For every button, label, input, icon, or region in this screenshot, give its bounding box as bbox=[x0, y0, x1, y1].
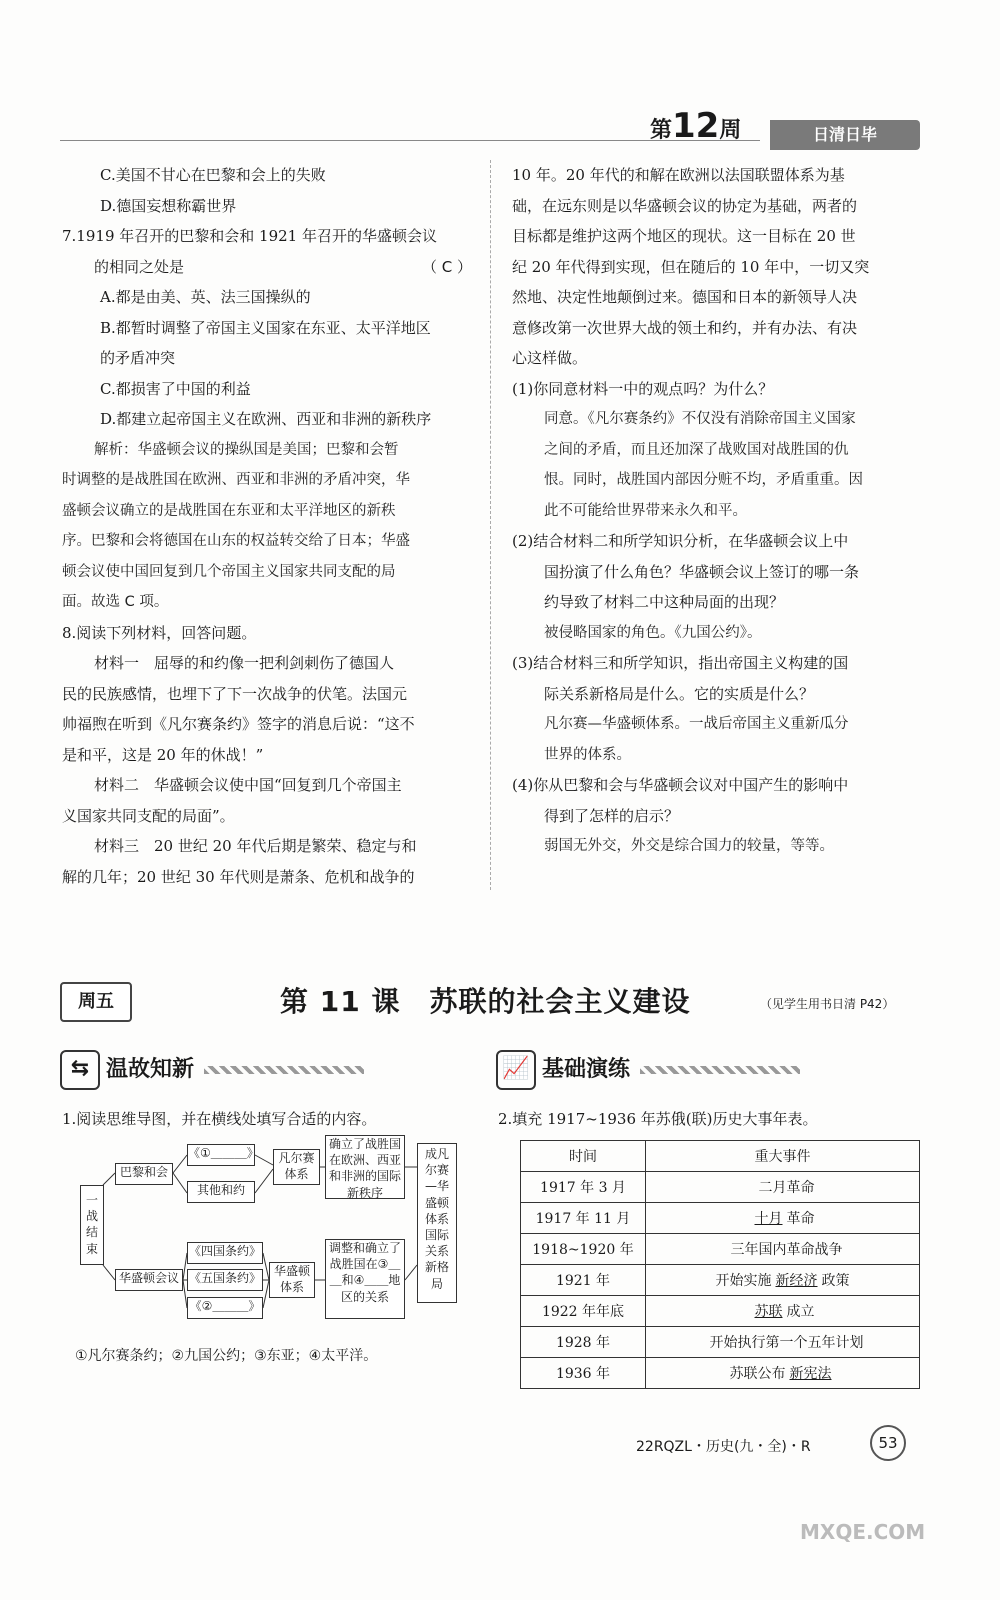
right-column bbox=[512, 160, 912, 862]
node-washington: 华盛顿会议 bbox=[115, 1269, 183, 1291]
left-text-line bbox=[62, 282, 472, 313]
cell-event bbox=[646, 1172, 920, 1203]
left-text-line bbox=[62, 435, 472, 466]
right-text-line: 础，在远东则是以华盛顿会议的协定为基础，两者的 bbox=[512, 196, 858, 215]
right-text-line: 10 年。20 年代的和解在欧洲以法国联盟体系为基 bbox=[512, 166, 845, 184]
line-text: 顿会议使中国回复到几个帝国主义国家共同支配的局 bbox=[62, 563, 396, 580]
daily-badge: 日清日毕 bbox=[770, 120, 920, 150]
line-text: D.都建立起帝国主义在欧洲、西亚和非洲的新秩序 bbox=[100, 410, 432, 428]
left-text-line bbox=[62, 648, 472, 679]
column-divider bbox=[490, 160, 491, 890]
week-prefix: 第 bbox=[650, 118, 673, 143]
practice-question: 2.填充 1917~1936 年苏俄(联)历史大事年表。 bbox=[498, 1110, 818, 1128]
review-heading bbox=[60, 1050, 364, 1090]
cell-time: 1922 年年底 bbox=[521, 1296, 646, 1327]
right-text-line: (2)结合材料二和所学知识分析，在华盛顿会议上中 bbox=[512, 532, 849, 550]
filled-answer: 新宪法 bbox=[789, 1366, 832, 1382]
heading-stripe bbox=[640, 1066, 800, 1074]
event-text: 成立 bbox=[786, 1304, 815, 1320]
cell-event bbox=[646, 1358, 920, 1389]
lesson-reference: （见学生用书日清 P42） bbox=[760, 997, 895, 1011]
right-text-line: 然地、决定性地颠倒过来。德国和日本的新领导人决 bbox=[512, 288, 858, 306]
line-text: 盛顿会议确立的是战胜国在东亚和太平洋地区的新秩 bbox=[62, 502, 396, 519]
right-text-line: 被侵略国家的角色。《九国公约》。 bbox=[544, 624, 762, 641]
week-number: 12 bbox=[672, 106, 720, 146]
line-text: B.都暂时调整了帝国主义国家在东亚、太平洋地区 bbox=[100, 318, 431, 337]
table-row bbox=[521, 1327, 920, 1358]
right-text-line: 纪 20 年代得到实现，但在随后的 10 年中，一切又突 bbox=[512, 257, 870, 276]
filled-answer bbox=[751, 1180, 759, 1196]
event-text: 开始执行第一个五年计划 bbox=[709, 1335, 864, 1351]
book-code: 22RQZL・历史(九・全)・R bbox=[636, 1439, 811, 1455]
left-text-line bbox=[62, 221, 472, 252]
cell-event bbox=[646, 1296, 920, 1327]
practice-heading-text: 基础演练 bbox=[542, 1057, 631, 1082]
cell-event bbox=[646, 1203, 920, 1234]
table-header-row bbox=[521, 1141, 920, 1172]
left-text-line bbox=[62, 801, 472, 832]
right-text-line: 国扮演了什么角色？华盛顿会议上签订的哪一条 bbox=[544, 562, 860, 581]
line-text: 帅福煦在听到《凡尔赛条约》签字的消息后说：“这不 bbox=[62, 715, 415, 733]
cell-event bbox=[646, 1234, 920, 1265]
right-text-line: 目标都是维护这两个地区的现状。这一目标在 20 世 bbox=[512, 227, 856, 245]
left-text-line bbox=[62, 740, 472, 771]
event-text: 三年国内革命战争 bbox=[730, 1242, 843, 1258]
right-text-line: 恨。同时，战胜国内部因分赃不均，矛盾重重。因 bbox=[544, 472, 863, 488]
line-text: C.都损害了中国的利益 bbox=[100, 379, 251, 398]
right-text-line: 凡尔赛—华盛顿体系。一战后帝国主义重新瓜分 bbox=[544, 716, 849, 732]
left-text-line bbox=[62, 587, 472, 618]
event-text: 开始实施 bbox=[715, 1273, 772, 1289]
practice-heading bbox=[496, 1050, 800, 1090]
cell-time: 1921 年 bbox=[521, 1265, 646, 1296]
mind-map-answer: ①凡尔赛条约；②九国公约；③东亚；④太平洋。 bbox=[75, 1348, 378, 1364]
week-suffix: 周 bbox=[719, 118, 742, 143]
cell-event bbox=[646, 1265, 920, 1296]
cell-time: 1917 年 11 月 bbox=[521, 1203, 646, 1234]
cell-time: 1936 年 bbox=[521, 1358, 646, 1389]
left-text-line bbox=[62, 374, 472, 405]
right-text-line: 此不可能给世界带来永久和平。 bbox=[544, 502, 747, 519]
line-text: 解析：华盛顿会议的操纵国是美国；巴黎和会暂 bbox=[94, 441, 399, 458]
line-text: 义国家共同支配的局面”。 bbox=[62, 806, 235, 825]
line-text: 材料二 华盛顿会议使中国“回复到几个帝国主 bbox=[94, 776, 402, 794]
line-text: 解的几年；20 世纪 30 年代则是萧条、危机和战争的 bbox=[62, 867, 415, 886]
col-header-time: 时间 bbox=[521, 1141, 646, 1172]
table-row bbox=[521, 1358, 920, 1389]
left-text-line bbox=[62, 618, 472, 649]
node-five-power: 《五国条约》 bbox=[187, 1269, 263, 1291]
cell-time: 1917 年 3 月 bbox=[521, 1172, 646, 1203]
right-text-line: (1)你同意材料一中的观点吗？为什么？ bbox=[512, 379, 774, 398]
left-text-line bbox=[62, 679, 472, 710]
left-text-line bbox=[62, 709, 472, 740]
mind-map bbox=[75, 1135, 465, 1335]
right-text-line: 之间的矛盾，而且还加深了战败国对战胜国的仇 bbox=[544, 441, 849, 458]
right-text-line: 心这样做。 bbox=[512, 349, 588, 367]
left-text-line bbox=[62, 404, 472, 435]
left-text-line bbox=[62, 252, 472, 283]
table-row bbox=[521, 1296, 920, 1327]
line-text: 民的民族感情，也埋下了下一次战争的伏笔。法国元 bbox=[62, 684, 408, 703]
line-text: 8.阅读下列材料，回答问题。 bbox=[62, 623, 257, 642]
line-text: 是和平，这是 20 年的休战！” bbox=[62, 745, 264, 764]
week-label bbox=[650, 106, 741, 146]
filled-answer bbox=[702, 1335, 710, 1351]
cell-event bbox=[646, 1327, 920, 1358]
arrows-icon: ⇆ bbox=[60, 1050, 100, 1090]
left-text-line bbox=[62, 160, 472, 191]
node-versailles-system: 凡尔赛体系 bbox=[273, 1149, 320, 1185]
left-text-line bbox=[62, 526, 472, 557]
review-heading-text: 温故知新 bbox=[106, 1057, 195, 1082]
node-washington-system: 华盛顿体系 bbox=[269, 1262, 315, 1298]
table-row bbox=[521, 1265, 920, 1296]
line-text: C.美国不甘心在巴黎和会上的失败 bbox=[100, 166, 326, 184]
right-text-line: 世界的体系。 bbox=[544, 746, 631, 763]
line-text: 材料一 屈辱的和约像一把利剑刺伤了德国人 bbox=[94, 654, 395, 672]
right-text-line: 弱国无外交，外交是综合国力的较量，等等。 bbox=[544, 838, 834, 854]
right-text-line: 际关系新格局是什么。它的实质是什么？ bbox=[544, 684, 815, 703]
line-text: 面。故选 C 项。 bbox=[62, 594, 169, 610]
left-text-line bbox=[62, 496, 472, 527]
lesson-title: 第 11 课 苏联的社会主义建设 bbox=[280, 985, 691, 1018]
node-versailles-desc: 确立了战胜国在欧洲、西亚和非洲的国际新秩序 bbox=[325, 1135, 405, 1199]
left-text-line bbox=[62, 770, 472, 801]
node-paris: 巴黎和会 bbox=[115, 1163, 173, 1185]
event-text: 政策 bbox=[821, 1273, 850, 1289]
right-text-line: 意修改第一次世界大战的领土和约，并有办法、有决 bbox=[512, 318, 858, 337]
answer-choice: （ C ） bbox=[421, 257, 472, 276]
day-tag: 周五 bbox=[60, 982, 132, 1022]
node-root: 一战结束 bbox=[80, 1185, 104, 1265]
line-text: 材料三 20 世纪 20 年代后期是繁荣、稳定与和 bbox=[94, 837, 417, 855]
right-text-line: (4)你从巴黎和会与华盛顿会议对中国产生的影响中 bbox=[512, 776, 849, 794]
line-text: D.德国妄想称霸世界 bbox=[100, 196, 237, 215]
table-row bbox=[521, 1203, 920, 1234]
filled-answer: 新经济 bbox=[775, 1273, 818, 1289]
node-washington-desc: 调整和确立了战胜国在③＿＿和④＿＿地区的关系 bbox=[325, 1239, 405, 1319]
node-other-treaties: 其他和约 bbox=[187, 1181, 255, 1203]
event-text: 苏联公布 bbox=[729, 1366, 786, 1382]
cell-time: 1928 年 bbox=[521, 1327, 646, 1358]
review-question: 1.阅读思维导图，并在横线处填写合适的内容。 bbox=[62, 1110, 377, 1128]
node-four-power: 《四国条约》 bbox=[187, 1242, 263, 1264]
event-text: 革命 bbox=[786, 1211, 815, 1227]
left-text-line bbox=[62, 465, 472, 496]
col-header-event: 重大事件 bbox=[646, 1141, 920, 1172]
left-text-line bbox=[62, 831, 472, 862]
filled-answer bbox=[723, 1242, 731, 1258]
left-text-line bbox=[62, 313, 472, 344]
right-text-line: (3)结合材料三和所学知识，指出帝国主义构建的国 bbox=[512, 654, 849, 672]
chart-icon: 📈 bbox=[496, 1050, 536, 1090]
heading-stripe bbox=[204, 1066, 364, 1074]
line-text: 时调整的是战胜国在欧洲、西亚和非洲的矛盾冲突，华 bbox=[62, 472, 410, 488]
filled-answer: 十月 bbox=[754, 1211, 783, 1227]
line-text: 序。巴黎和会将德国在山东的权益转交给了日本；华盛 bbox=[62, 533, 410, 549]
filled-answer: 苏联 bbox=[754, 1304, 783, 1320]
left-column bbox=[62, 160, 472, 892]
left-text-line bbox=[62, 862, 472, 893]
left-text-line bbox=[62, 343, 472, 374]
page-number: 53 bbox=[870, 1425, 906, 1461]
right-text-line: 同意。《凡尔赛条约》不仅没有消除帝国主义国家 bbox=[544, 411, 856, 427]
node-treaty2: 《②＿＿＿》 bbox=[187, 1297, 263, 1319]
line-text: 7.1919 年召开的巴黎和会和 1921 年召开的华盛顿会议 bbox=[62, 227, 437, 245]
watermark: MXQE.COM bbox=[800, 1520, 926, 1544]
line-text: 的相同之处是 bbox=[94, 257, 185, 276]
cell-time: 1918~1920 年 bbox=[521, 1234, 646, 1265]
left-text-line bbox=[62, 557, 472, 588]
events-table bbox=[520, 1140, 920, 1389]
right-text-line: 得到了怎样的启示？ bbox=[544, 806, 680, 825]
right-text-line: 约导致了材料二中这种局面的出现？ bbox=[544, 593, 785, 611]
left-text-line bbox=[62, 191, 472, 222]
line-text: 的矛盾冲突 bbox=[100, 349, 176, 367]
event-text: 二月革命 bbox=[758, 1180, 815, 1196]
node-treaty1: 《①＿＿＿》 bbox=[187, 1144, 255, 1166]
table-row bbox=[521, 1172, 920, 1203]
table-row bbox=[521, 1234, 920, 1265]
line-text: A.都是由美、英、法三国操纵的 bbox=[100, 288, 311, 306]
node-final-system: 成凡尔赛—华盛顿体系国际关系新格局 bbox=[417, 1143, 457, 1303]
